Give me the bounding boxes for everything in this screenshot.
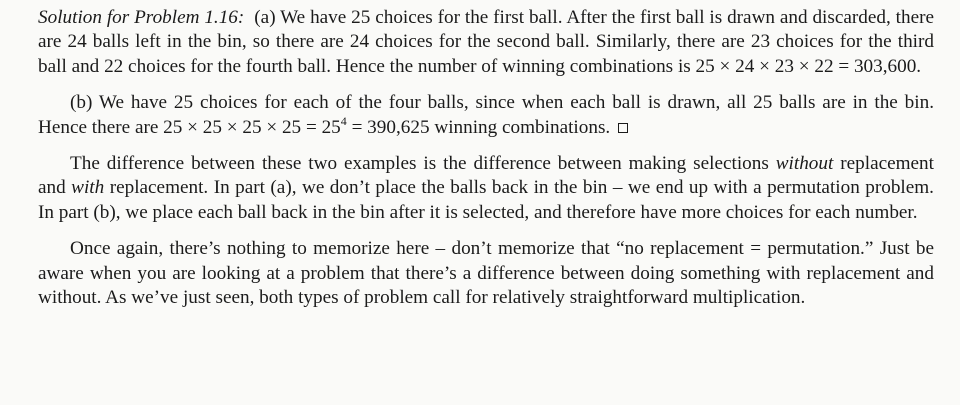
difference-paragraph [38, 152, 934, 225]
part-b-text-after-power: = 390,625 winning combinations. [346, 116, 611, 138]
part-b-text-before-power: (b) We have 25 choices for each of the four balls, since when each ball is drawn, all 25 balls are in the bin. Hence there are 25 × 25 × 25 × 25 = 25 [38, 92, 934, 138]
part-a-text: (a) We have 25 choices for the first ball. After the first ball is drawn and discarded, there are 24 balls left in the bin, so there are 24 choices for the second ball. Similarly, there are 23 choices for the third ball and 22 choices for the fourth ball. Hence the number of winning combinations is 25 × 24 × 23 × 22 = 303,600. [38, 7, 934, 77]
solution-paragraph-part-a [38, 6, 934, 79]
memorize-paragraph: Once again, there’s nothing to memorize here – don’t memorize that “no replacement = permutation.” Just be aware when you are looking at a problem that there’s a difference between doing something with replacement and without. As we’ve just seen, both types of problem call for relatively straightforward multiplication. [38, 238, 934, 309]
difference-text-2: replacement and [38, 153, 934, 199]
emphasis-without: without [775, 153, 834, 175]
solution-heading: Solution for Problem 1.16: [38, 7, 245, 28]
difference-text-3: replacement. In part (a), we don’t place the balls back in the bin – we end up with a permutation problem. In part (b), we place each ball back in the bin after it is selected, and therefore have more choices for each number. [38, 177, 934, 223]
solution-paragraph-part-b [38, 91, 934, 140]
emphasis-with: with [71, 177, 105, 199]
end-of-proof-square-icon [618, 123, 628, 133]
difference-text-1: The difference between these two examples is the difference between making selections [70, 153, 776, 175]
part-b-exponent: 4 [340, 113, 347, 128]
